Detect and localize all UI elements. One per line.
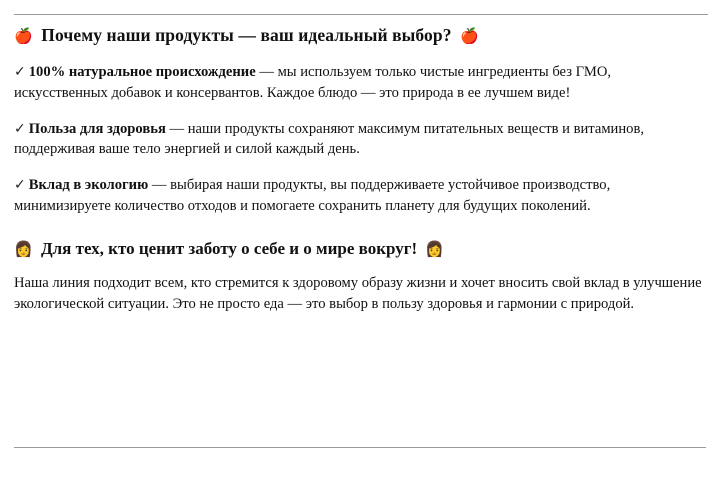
person-icon: 👩 (14, 239, 33, 258)
page-title-text: Почему наши продукты — ваш идеальный выбор? (41, 25, 452, 45)
list-item (14, 119, 706, 161)
list-item-text: — наши продукты сохраняют максимум питательных веществ и витаминов, поддерживая ваше тело энергией и силой каждый день. (14, 120, 645, 158)
section-subtitle-text: Для тех, кто ценит заботу о себе и о мире вокруг! (40, 238, 418, 258)
apple-icon: 🍎 (14, 27, 33, 45)
bottom-divider (14, 447, 706, 448)
check-mark-icon: ✓ (14, 64, 26, 80)
list-item-title: Вклад в экологию (28, 177, 149, 194)
top-divider (14, 14, 708, 15)
page-title (14, 25, 706, 46)
list-item-text: — мы используем только чистые ингредиенты без ГМО, искусственных добавок и консервантов. Каждое блюдо — это природа в ее лучшем виде! (14, 64, 612, 101)
list-item-text: — выбирая наши продукты, вы поддерживаете устойчивое производство, минимизируете количество отходов и помогаете сохранить планету для будущих поколений. (14, 177, 611, 215)
check-mark-icon: ✓ (14, 177, 26, 194)
closing-paragraph: Наша линия подходит всем, кто стремится к здоровому образу жизни и хочет вносить свой вклад в улучшение экологической ситуации. Это не просто еда — это выбор в пользу здоровья и гармонии с природой. (14, 275, 702, 312)
check-mark-icon: ✓ (14, 120, 26, 137)
list-item-title: 100% натуральное происхождение (28, 64, 256, 80)
section-subtitle (14, 239, 706, 259)
list-item (14, 175, 706, 217)
apple-icon: 🍎 (460, 27, 479, 45)
list-item (14, 62, 706, 104)
person-icon: 👩 (425, 239, 445, 258)
list-item-title: Польза для здоровья (28, 120, 166, 137)
